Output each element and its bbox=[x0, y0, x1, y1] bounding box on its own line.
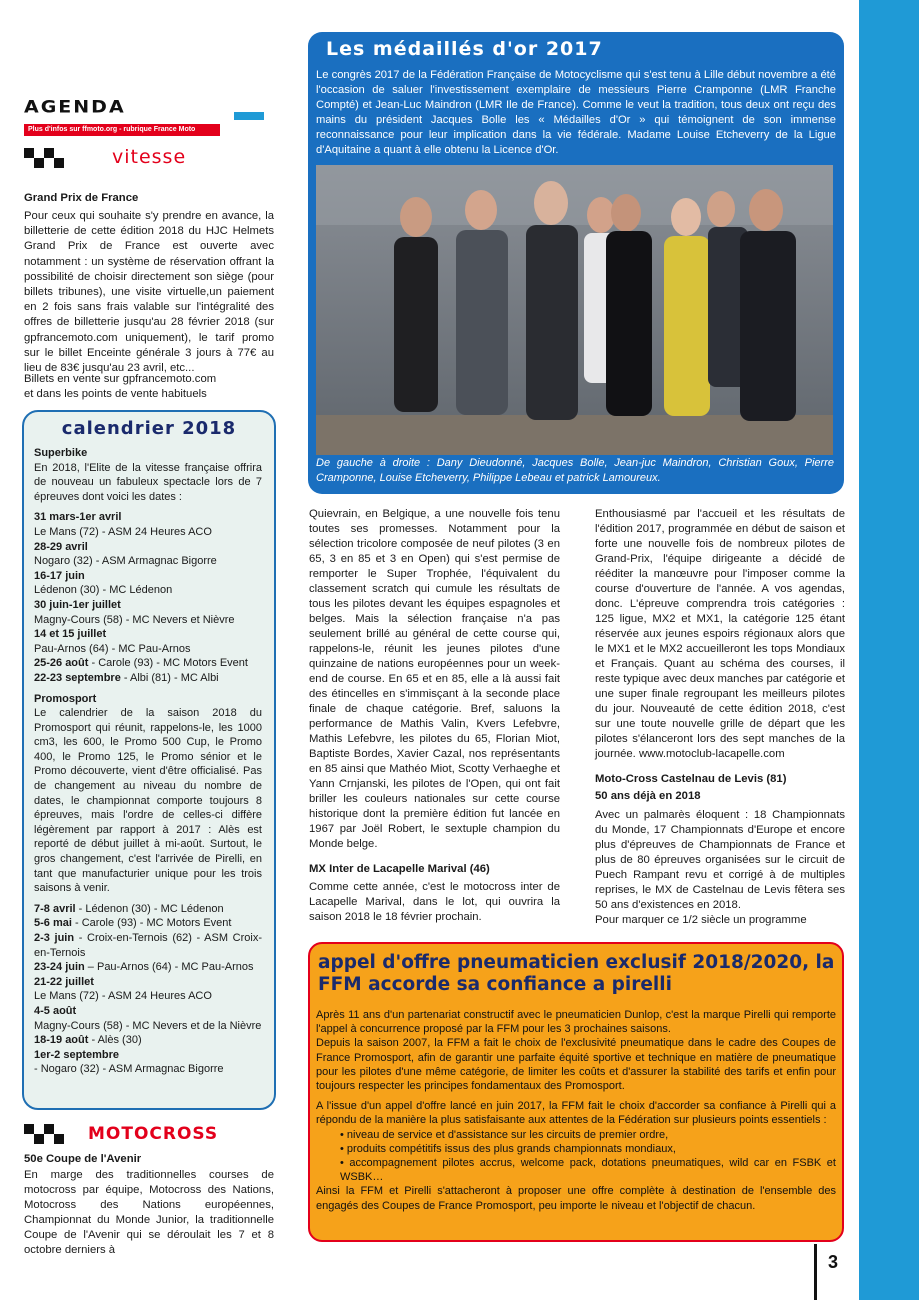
gp-text: Pour ceux qui souhaite s'y prendre en avance, la billetterie de cette édition 2018 du HJC Helmets Grand Prix de France est ouverte avec notamment : un système de réservation offrant la possibilité de choisir directement son siège (pour billets tribunes), une visite virtuelle,un paiement en 2 fois sans frais valable sur l'intégralité des offres de billetterie jusqu'au 28 février 2018 (sur gpfrancemoto.com uniquement), le tarif promo sur le billet Enceinte générale 3 jours à 77€ au lieu de 83€ jusqu'au 23 avril, etc... bbox=[24, 210, 274, 375]
calendar-place: - Croix-en-Ternois (62) - ASM Croix-en-Ternois bbox=[34, 932, 262, 959]
calendar-entry bbox=[34, 656, 262, 671]
castelnau-subtitle: 50 ans déjà en 2018 bbox=[595, 790, 701, 802]
calendar-place: Magny-Cours (58) - MC Nevers et de la Nièvre bbox=[34, 1019, 262, 1032]
calendar-place: – Pau-Arnos (64) - MC Pau-Arnos bbox=[84, 961, 254, 974]
calendar-date: 14 et 15 juillet bbox=[34, 628, 107, 641]
checkered-flag-icon bbox=[24, 1124, 64, 1144]
section-motocross-title: MOTOCROSS bbox=[88, 1124, 219, 1144]
calendar-date: 16-17 juin bbox=[34, 569, 85, 582]
calendar-date: 4-5 août bbox=[34, 1004, 77, 1017]
superbike-inline-dates bbox=[34, 656, 262, 685]
medailles-text: Le congrès 2017 de la Fédération Française de Motocyclisme qui s'est tenu à Lille début novembre a été l'occasion de saluer l'investissement exemplaire de messieurs Pierre Cramponne (LMR Franche Compté) et Jean-Luc Maindron (LMR Ile de France). Comme le veut la tradition, tous deux ont reçu des mains du président Jacques Bolle les « Médailles d'Or » qui témoignent de son immense reconnaissance pour leur implication dans la vie fédérale. Madame Louise Etcheverry de la Ligue d'Aquitaine a quant à elle obtenu la Licence d'Or. bbox=[316, 69, 836, 156]
castelnau-text-2: Pour marquer ce 1/2 siècle un programme bbox=[595, 914, 807, 926]
calendar-date: 5-6 mai bbox=[34, 917, 72, 930]
pirelli-bullet: • niveau de service et d'assistance sur les circuits de premier ordre, bbox=[340, 1128, 836, 1142]
lacapelle-text-continued: Enthousiasmé par l'accueil et les résultats de l'édition 2017, programmée en début de saison et forte une nouvelle fois de nombreux pilotes de Grand-Prix, l'équipe dirigeante a décidé de rééditer la manœuvre pour l'imposer comme la course d'ouverture de l'année. A vos agendas, donc. L'épreuve comprendra trois catégories : 125 ligue, MX2 et MX1, la catégorie 125 étant réservée aux jeunes espoirs régionaux alors que le MX1 et le MX2 accueilleront les tops Mondiaux et Français. Quant au schéma des courses, il reste typique avec deux manches par catégorie et une super finale regroupant les meilleurs pilotes du jour. Nouveauté de cette édition 2018, c'est sur une toute nouvelle grille de départ que les pilotes s'élanceront lors des sept manches de la journée. www.motoclub-lacapelle.com bbox=[595, 508, 845, 760]
pirelli-bullet: • accompagnement pilotes accrus, welcome pack, dotations pneumatiques, wild car en FSBK et WSBK… bbox=[340, 1156, 836, 1184]
checkered-flag-icon bbox=[24, 148, 64, 168]
calendar-place: - Carole (93) - MC Motors Event bbox=[88, 657, 248, 670]
group-photo bbox=[316, 165, 833, 455]
group-photo-illustration bbox=[316, 165, 833, 455]
pirelli-bullet: • produits compétitifs issus des plus grands championnats mondiaux, bbox=[340, 1142, 836, 1156]
calendar-entry bbox=[34, 916, 262, 931]
calendar-entry bbox=[34, 931, 262, 960]
promosport-inline-dates bbox=[34, 902, 262, 975]
calendar-place: - Lédenon (30) - MC Lédenon bbox=[75, 902, 224, 915]
gp-text-2: Billets en vente sur gpfrancemoto.com bbox=[24, 373, 217, 385]
calendar-date: 21-22 juillet bbox=[34, 975, 94, 988]
calendar-place: Pau-Arnos (64) - MC Pau-Arnos bbox=[34, 642, 191, 655]
calendar-place: - Albi (81) - MC Albi bbox=[120, 671, 219, 684]
superbike-dates bbox=[34, 510, 262, 656]
calendar-entry bbox=[34, 671, 262, 686]
calendar-place: - Carole (93) - MC Motors Event bbox=[71, 917, 232, 930]
calendar-place: Magny-Cours (58) - MC Nevers et Nièvre bbox=[34, 613, 235, 626]
calendrier-title: calendrier 2018 bbox=[61, 418, 237, 439]
pirelli-paragraph-1: Après 11 ans d'un partenariat constructif avec le pneumaticien Dunlop, c'est la marque Pirelli qui remporte l'appel à concurrence proposé par la FFM pour les 3 prochaines saisons. bbox=[316, 1009, 836, 1036]
calendar-date: 22-23 septembre bbox=[34, 671, 121, 684]
pirelli-paragraph-4: Ainsi la FFM et Pirelli s'attacheront à proposer une offre complète à destination de l'ensemble des engagés des Coupes de France Promosport, peu importe le niveau et l'objectif de chacun. bbox=[316, 1185, 836, 1212]
calendrier-body bbox=[34, 446, 262, 1077]
page-side-gutter bbox=[851, 0, 859, 1300]
coupe-text-continued: Quievrain, en Belgique, a une nouvelle fois tenu toutes ses promesses. Notamment pour la sélection tricolore composée de neuf pilotes (3 en 65, 3 en 85 et 3 en Open) qui s'est permise de remporter le Super Trophée, l'équivalent du classement scratch qui cumule les résultats de tous les pilotes devant les équipes espagnoles et belges. Mais la sélection française n'a pas seulement brillé au général de cette course qui, rappelons-le, réunit les jeunes pilotes d'une quinzaine de nations européennes pour un week-end de course. En 65 et en 85, elle a là aussi fait des étincelles en s'immisçant à la seconde place finale de chaque catégorie. Bref, saluons la performance de Mathis Valin, Kvers Lefebvre, Mathis Lefebvre, les pilotes du 65, Florian Miot, Baptiste Bordes, Xavier Cazal, nos représentants en 85 ainsi que Mathéo Miot, Scotty Verhaeghe et Yann Crnjanski, les pilotes de l'Open, qui ont fait briller les couleurs nationales sur cette course historique dont la première édition fut lancée en 1967 par Joël Robert, le sextuple champion du Monde belge. bbox=[309, 508, 560, 850]
promosport-title: Promosport bbox=[34, 692, 97, 705]
superbike-title: Superbike bbox=[34, 447, 88, 459]
calendar-date: 28-29 avril bbox=[34, 540, 88, 553]
agenda-title: AGENDA bbox=[24, 97, 126, 117]
calendar-place: Lédenon (30) - MC Lédenon bbox=[34, 584, 173, 597]
agenda-info-bar: Plus d'infos sur ffmoto.org - rubrique France Moto bbox=[24, 124, 220, 136]
page-number: 3 bbox=[828, 1252, 839, 1272]
pirelli-paragraph-2: Depuis la saison 2007, la FFM a fait le choix de l'exclusivité pneumatique dans le cadre des Coupes de France Promosport, afin de garantir une parfaite équité sportive et technique en matière de pneumatique pour les pilotes d'une même catégorie, de limiter les coûts et d'assurer la stabilité des tarifs et enfin pour toujours respecter les principes fondamentaux des Promosport. bbox=[316, 1037, 836, 1093]
pirelli-title: appel d'offre pneumaticien exclusif 2018/2020, la FFM accorde sa confiance a pirelli bbox=[318, 952, 835, 995]
calendar-date: 25-26 août bbox=[34, 657, 89, 670]
promo-date: 1er-2 septembre bbox=[34, 1048, 119, 1061]
calendar-date: 7-8 avril bbox=[34, 902, 76, 915]
lacapelle-title: MX Inter de Lacapelle Marival (46) bbox=[309, 863, 490, 875]
calendar-place: Le Mans (72) - ASM 24 Heures ACO bbox=[34, 990, 212, 1003]
coupe-title: 50e Coupe de l'Avenir bbox=[24, 1153, 142, 1165]
lacapelle-text: Comme cette année, c'est le motocross inter de Lacapelle Marival, dans le lot, qui ouvrira la saison 2018 le 18 février prochain. bbox=[309, 881, 560, 923]
calendar-date: 2-3 juin bbox=[34, 932, 75, 944]
photo-caption: De gauche à droite : Dany Dieudonné, Jacques Bolle, Jean-juc Maindron, Christian Goux, Pierre Cramponne, Louise Etcheverry, Philippe Lebeau et patrick Lamoureux. bbox=[316, 457, 834, 484]
castelnau-text: Avec un palmarès éloquent : 18 Championnats du Monde, 17 Championnats d'Europe et encore plus d'épreuves de Championnats de France et plus de 80 épreuves organisées sur le circuit de Puech Rampant revu et corrigé à de multiples reprises, le MX de Castelnau de Levis fêtera ses 50 ans d'existences en 2018. bbox=[595, 809, 845, 911]
gp-title: Grand Prix de France bbox=[24, 192, 139, 204]
calendar-date: 23-24 juin bbox=[34, 961, 85, 974]
medailles-title: Les médaillés d'or 2017 bbox=[326, 38, 603, 60]
pirelli-bullets bbox=[316, 1128, 836, 1185]
gp-text-3: et dans les points de vente habituels bbox=[24, 388, 207, 400]
agenda-accent-dash bbox=[234, 112, 264, 120]
page-number-divider bbox=[814, 1244, 817, 1300]
calendar-date: 30 juin-1er juillet bbox=[34, 598, 121, 611]
promosport-dates bbox=[34, 975, 262, 1033]
calendar-date: 31 mars-1er avril bbox=[34, 511, 122, 524]
pirelli-text bbox=[316, 1008, 836, 1213]
promo-place: - Nogaro (32) - ASM Armagnac Bigorre bbox=[34, 1063, 224, 1076]
promo-place: - Alès (30) bbox=[88, 1034, 142, 1047]
calendar-place: Nogaro (32) - ASM Armagnac Bigorre bbox=[34, 555, 217, 568]
superbike-text: En 2018, l'Elite de la vitesse française offrira de nouveau un fabuleux spectacle lors de 7 épreuves dont voici les dates : bbox=[34, 461, 262, 503]
pirelli-paragraph-3: A l'issue d'un appel d'offre lancé en juin 2017, la FFM fait le choix d'accorder sa confiance à Pirelli qui a répondu de la manière la plus satisfaisante aux attentes de la Fédération sur plusieurs points essentiels : bbox=[316, 1100, 836, 1127]
section-vitesse-title: vitesse bbox=[112, 146, 187, 168]
promosport-text: Le calendrier de la saison 2018 du Promosport qui réunit, rappelons-le, les 1000 cm3, les 600, le Promo 500 Cup, le Promo 400, le Promo 125, le Promo sénior et le Promo découverte, vient d'être officialisé. Pas de changement au niveau du nombre de dates, le championnat comporte toujours 8 épreuves, mais l'ordre de celles-ci diffère légèrement par rapport à 2017 : Alès est reporté de début juillet à mi-août. Surtout, le gros changement, c'est l'arrivée de Pirelli, en tant que manufacturier unique pour les trois saisons à venir. bbox=[34, 707, 262, 895]
promo-date: 18-19 août bbox=[34, 1034, 89, 1047]
calendar-entry bbox=[34, 902, 262, 917]
calendar-entry bbox=[34, 960, 262, 975]
page-side-strip bbox=[859, 0, 919, 1300]
castelnau-title: Moto-Cross Castelnau de Levis (81) bbox=[595, 773, 787, 785]
calendar-place: Le Mans (72) - ASM 24 Heures ACO bbox=[34, 525, 212, 538]
coupe-text: En marge des traditionnelles courses de motocross par équipe, Motocross des Nations, Motocross des Nations européennes, Championnat du Monde Junior, la traditionnelle Coupe de l'Avenir qui se déroulait les 7 et 8 octobre derniers à bbox=[24, 1169, 274, 1256]
